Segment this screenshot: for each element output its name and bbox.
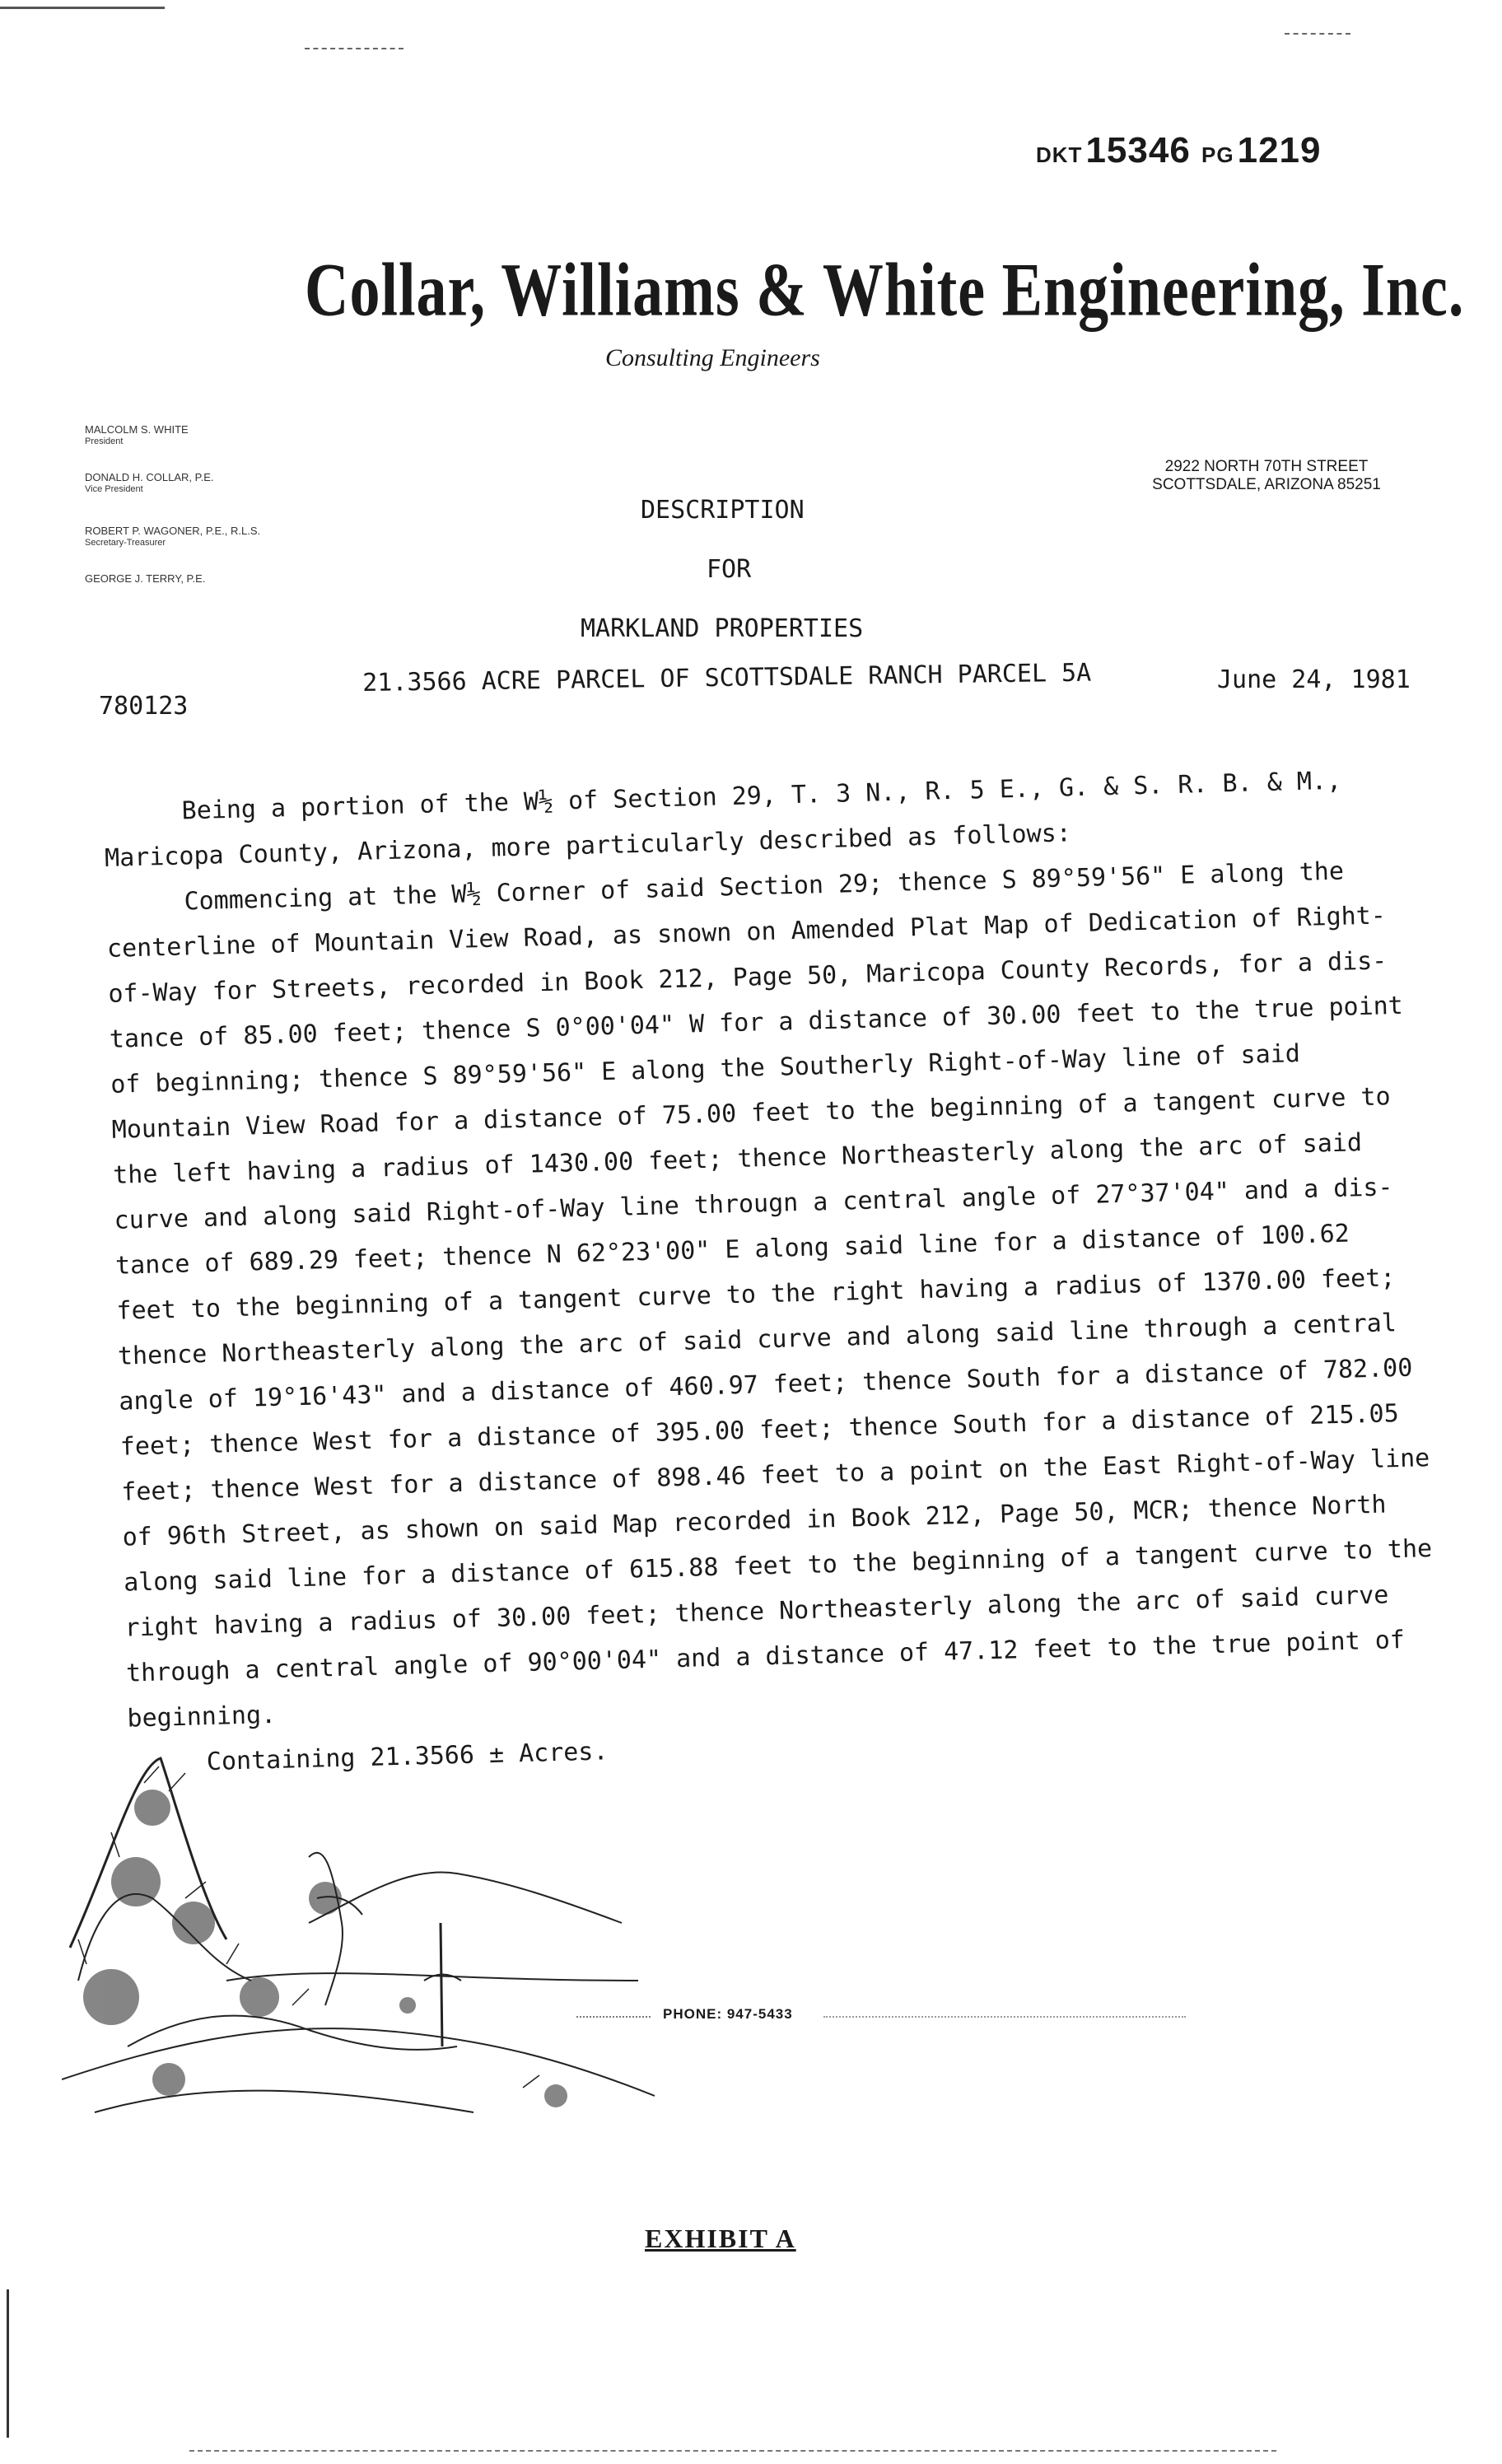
body-line: centerline of Mountain View Road, as snown on Amended Plat Map of Dedication of Right- [106, 901, 1387, 964]
job-number: 780123 [99, 692, 189, 721]
phone-leader-left [576, 2016, 651, 2018]
document-date: June 24, 1981 [1217, 665, 1411, 694]
exhibit-label: EXHIBIT A [645, 2224, 796, 2253]
scan-mark-left-edge [7, 2289, 9, 2438]
heading-description: DESCRIPTION [641, 496, 805, 525]
officer-name: ROBERT P. WAGONER, P.E., R.L.S. [85, 525, 261, 537]
body-line: curve and along said Right-of-Way line througn a central angle of 27°37'04" and a dis- [114, 1173, 1393, 1235]
company-tagline: Consulting Engineers [605, 344, 820, 371]
phone-leader-right [823, 2016, 1186, 2018]
body-line: beginning. [127, 1700, 277, 1734]
body-line: along said line for a distance of 615.88 feet to the beginning of a tangent curve to the [123, 1534, 1433, 1598]
scan-mark-bottom [189, 2450, 1276, 2452]
body-line: right having a radius of 30.00 feet; thence Northeasterly along the arc of said curve [124, 1580, 1389, 1643]
page-number: 1219 [1237, 130, 1322, 170]
body-line: of beginning; thence S 89°59'56" E along the Southerly Right-of-Way line of said [110, 1039, 1301, 1099]
address-city: SCOTTSDALE, ARIZONA 85251 [1152, 476, 1381, 493]
docket-number: 15346 [1085, 130, 1191, 170]
recording-number [1036, 130, 1322, 171]
docket-prefix: DKT [1036, 142, 1083, 167]
body-line: Maricopa County, Arizona, more particularly described as follows: [104, 819, 1072, 873]
body-line: Commencing at the W½ Corner of said Section 29; thence S 89°59'56" E along the [184, 856, 1345, 917]
heading-client: MARKLAND PROPERTIES [581, 614, 864, 643]
officer-title: Vice President [85, 484, 143, 494]
officer-2 [85, 472, 214, 495]
officer-name: MALCOLM S. WHITE [85, 423, 189, 436]
acreage-line: Containing 21.3566 ± Acres. [206, 1737, 609, 1777]
officer-name: DONALD H. COLLAR, P.E. [85, 471, 214, 483]
scan-mark-top [305, 48, 403, 49]
heading-for: FOR [707, 555, 752, 584]
address-street: 2922 NORTH 70TH STREET [1164, 458, 1369, 475]
body-line: of 96th Street, as shown on said Map recorded in Book 212, Page 50, MCR; thence North [122, 1490, 1387, 1552]
body-line: Mountain View Road for a distance of 75.00 feet to the beginning of a tangent curve to [111, 1082, 1392, 1145]
scan-mark-top-left [0, 7, 165, 9]
officer-title: President [85, 436, 124, 446]
officer-4 [85, 573, 205, 585]
body-line: through a central angle of 90°00'04" and a distance of 47.12 feet to the true point of [125, 1625, 1406, 1688]
body-line: tance of 85.00 feet; thence S 0°00'04" W for a distance of 30.00 feet to the true point [109, 991, 1404, 1054]
legal-description [103, 755, 1495, 1787]
officer-name: GEORGE J. TERRY, P.E. [85, 572, 206, 585]
company-address [1126, 458, 1406, 494]
phone-number: PHONE: 947-5433 [663, 2006, 793, 2022]
body-line: thence Northeasterly along the arc of said curve and along said line through a central [117, 1309, 1397, 1371]
body-line: feet; thence West for a distance of 898.46 feet to a point on the East Right-of-Way line [120, 1444, 1430, 1507]
body-line: feet; thence West for a distance of 395.00 feet; thence South for a distance of 215.05 [119, 1399, 1400, 1462]
body-line: of-Way for Streets, recorded in Book 212, Page 50, Maricopa County Records, for a dis- [108, 946, 1388, 1009]
scan-mark-top-right [1285, 33, 1350, 35]
page-prefix: PG [1201, 142, 1234, 167]
company-name: Collar, Williams & White Engineering, Inc. [305, 248, 1465, 333]
body-line: the left having a radius of 1430.00 feet; thence Northeasterly along the arc of said [112, 1128, 1363, 1190]
officer-3 [85, 525, 260, 548]
heading-parcel: 21.3566 ACRE PARCEL OF SCOTTSDALE RANCH PARCEL 5A [362, 658, 1092, 698]
body-line: feet to the beginning of a tangent curve to the right having a radius of 1370.00 feet; [116, 1263, 1396, 1326]
officer-1 [85, 424, 189, 447]
desert-landscape-sketch [62, 1734, 663, 2129]
body-line: angle of 19°16'43" and a distance of 460.97 feet; thence South for a distance of 782.00 [118, 1353, 1413, 1416]
body-line: Being a portion of the W½ of Section 29, T. 3 N., R. 5 E., G. & S. R. B. & M., [181, 766, 1342, 826]
body-line: tance of 689.29 feet; thence N 62°23'00" E along said line for a distance of 100.62 [114, 1219, 1350, 1281]
officer-title: Secretary-Treasurer [85, 538, 166, 548]
